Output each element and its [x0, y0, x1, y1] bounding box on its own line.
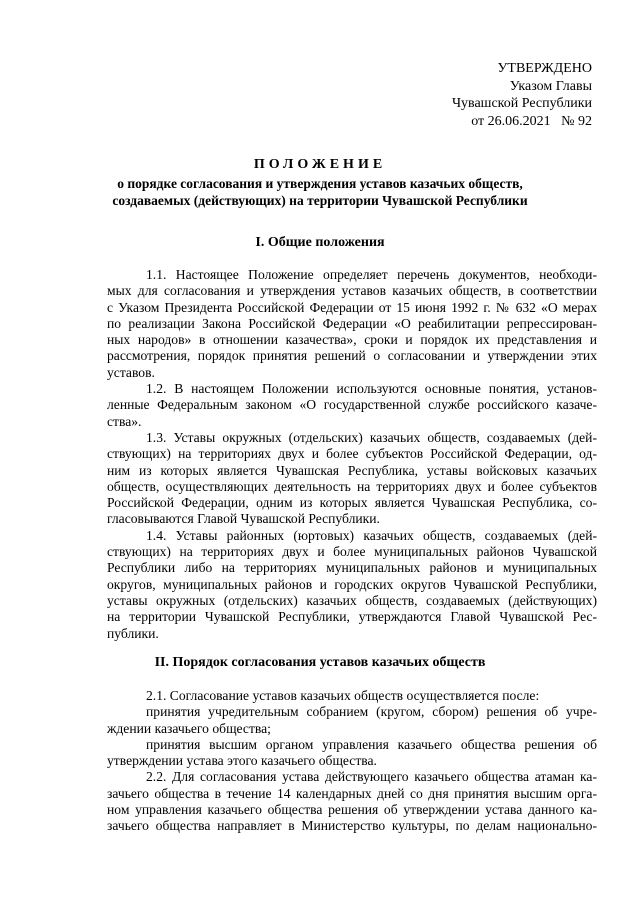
paragraph-line: 2.1. Согласование уставов казачьих обществ осуществляется после: [146, 688, 540, 703]
document-title: ПОЛОЖЕНИЕ [253, 157, 387, 172]
approval-line: Чувашской Республики [451, 96, 592, 111]
paragraph-line: 1.3. Уставы окружных (отдельских) казачьих обществ, создаваемых (дей- [146, 429, 597, 445]
paragraph-line: гласовываются Главой Чувашской Республики. [107, 511, 380, 527]
paragraph-line: принятия высшим органом управления казачьего общества решения об [146, 736, 597, 752]
section-2-body [107, 688, 597, 835]
paragraph-line: зачьего общества в течение 14 календарных дней со дня принятия высшим орга- [107, 785, 597, 801]
paragraph-line: уставы окружных (отдельских) казачьих обществ, создаваемых (действующих) [107, 592, 597, 608]
subtitle-line: создаваемых (действующих) на территории Чувашской Республики [112, 193, 528, 208]
paragraph-line: рассмотрения, порядок принятия решений о согласовании и утверждении этих [107, 348, 597, 364]
paragraph-line: 1.2. В настоящем Положении используются основные понятия, установ- [146, 381, 597, 397]
section-1-body [107, 267, 597, 642]
paragraph-line: публики. [107, 625, 159, 641]
document-subtitle [0, 175, 640, 209]
approval-line: Указом Главы [509, 78, 592, 94]
paragraph-line: ждении казачьего общества; [107, 720, 271, 736]
paragraph-line: уставов. [107, 364, 155, 380]
paragraph-line: ства». [107, 413, 142, 429]
paragraph-line: на территории Чувашской Республики, утверждаются Главой Чувашской Рес- [107, 609, 597, 625]
subtitle-line: о порядке согласования и утверждения уставов казачьих обществ, [117, 176, 523, 191]
section-2-heading: II. Порядок согласования уставов казачьих обществ [154, 655, 486, 670]
paragraph-line: 1.1. Настоящее Положение определяет перечень документов, необходи- [146, 267, 597, 282]
paragraph-line: мых для согласования и утверждения уставов казачьих обществ, в соответствии [107, 283, 597, 299]
paragraph-line: округов, муниципальных районов и городских округов Чувашской Республики, [107, 576, 597, 592]
paragraph-line: обществ, осуществляющих деятельность на территориях двух и более субъектов [107, 478, 597, 494]
paragraph-line: ном управления казачьего общества решения об утверждении устава данного ка- [107, 802, 597, 818]
paragraph-line: ствующих) на территориях двух и более муниципальных районов Чувашской [107, 544, 597, 560]
paragraph-line: зачьего общества направляет в Министерство культуры, по делам национально- [107, 818, 597, 834]
approval-date-line: от 26.06.2021 № 92 [471, 113, 592, 129]
paragraph-line: ним из которых является Чувашская Республика, уставы войсковых казачьих [107, 462, 597, 478]
approval-line: УТВЕРЖДЕНО [497, 61, 592, 76]
approval-stamp [452, 60, 592, 130]
paragraph-line: Российской Федерации, одним из которых является Чувашская Республика, со- [107, 495, 597, 511]
paragraph-line: с Указом Президента Российской Федерации от 15 июня 1992 г. № 632 «О мерах [107, 299, 597, 315]
paragraph-line: по реализации Закона Российской Федерации «О реабилитации репрессирован- [107, 315, 597, 331]
paragraph-line: ствующих) на территориях двух и более субъектов Российской Федерации, од- [107, 446, 597, 462]
paragraph-line: Республики либо на территориях муниципальных районов и муниципальных [107, 560, 597, 576]
paragraph-line: утверждении устава этого казачьего общества. [107, 753, 377, 769]
section-1-heading: I. Общие положения [255, 235, 385, 250]
paragraph-line: 1.4. Уставы районных (юртовых) казачьих обществ, создаваемых (дей- [146, 527, 597, 543]
paragraph-line: 2.2. Для согласования устава действующего казачьего общества атаман ка- [146, 769, 597, 785]
paragraph-line: ленные Федеральным законом «О государственной службе российского казаче- [107, 397, 597, 413]
paragraph-line: принятия учредительным собранием (кругом, сбором) решения об учре- [146, 704, 597, 720]
paragraph-line: ных народов» в отношении казачества», сроки и порядок их представления и [107, 332, 597, 348]
